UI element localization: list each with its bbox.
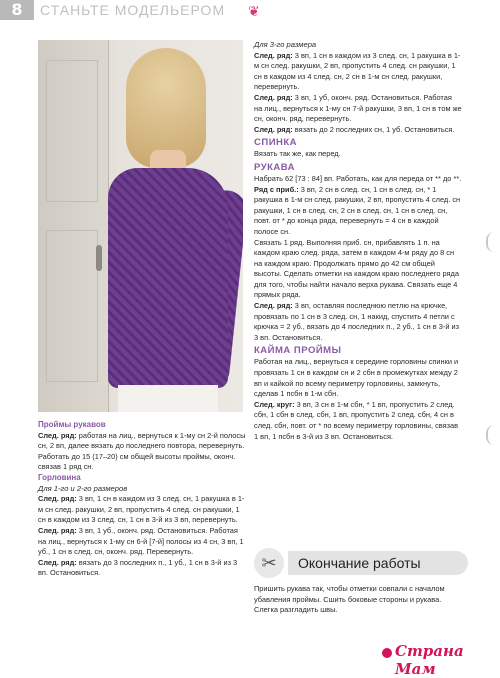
size-3-paragraph: След. ряд: вязать до 2 последних сн, 1 уб. Остановиться. xyxy=(254,124,455,134)
model-photo xyxy=(38,40,243,412)
door-background xyxy=(38,40,109,412)
sizes-1-2-label: Для 1-го и 2-го размеров xyxy=(38,483,128,493)
needle-thread-icon: ✂ xyxy=(254,548,284,578)
ribbon-icon: ❦ xyxy=(248,3,260,19)
page-number: 8 xyxy=(0,0,34,20)
neckline-paragraph: След. ряд: 3 вп, 1 сн в каждом из 3 след. сн, 1 ракушка в 1-м сн след. ракушки, 2 вп, пропустить 4 след. сн ракушки, 1 сн в каждом из 3 след. сн, 1 сн в 3-й из 3 вп, перевернуть. xyxy=(38,494,245,525)
page-edge-tab xyxy=(486,425,498,445)
ending-title: Окончание работы xyxy=(288,551,468,575)
neckline-paragraph: След. ряд: 3 вп, 1 уб., оконч. ряд. Остановиться. Работая на лиц., вернуться к 1-му сн 6-й [7-й] полосы из 4 сн, 3 вп, 1 уб., 1 сн в след. сн, оконч. ряд. Перевернуть. xyxy=(38,525,244,557)
size-3-label: Для 3-го размера xyxy=(254,40,317,49)
left-column xyxy=(38,420,248,579)
door-handle xyxy=(96,245,102,271)
magazine-title: СТАНЬТЕ МОДЕЛЬЕРОМ xyxy=(40,2,226,18)
sleeves-paragraph: Связать 1 ряд. Выполняя приб. сн, прибавлять 1 п. на каждом краю след. ряда, затем в каждом 4-м ряду до 8 сн на каждом краю. Продолжать прямо до 42 см общей высоты. Сделать отметки на каждом краю последнего ряда для того, чтобы найти начало верха рукава. Связать еще 4 прямых ряда. xyxy=(254,237,459,300)
neckline-paragraph: След. ряд: вязать до 3 последних п., 1 уб., 1 сн в 3-й из 3 вп. Остановиться. xyxy=(38,557,238,578)
armholes-heading: Проймы рукавов xyxy=(38,420,106,429)
border-heading: КАЙМА ПРОЙМЫ xyxy=(254,345,342,357)
border-paragraph: Работая на лиц., вернуться к середине горловины спинки и провязать 1 сн в каждом сн и 2 сбн в промежутках между 2 вп и кайкой по всему периметру горловины, замкнуть, сделав 1 псбн в 1-м сбн. xyxy=(254,357,459,399)
watermark: Страна Мам xyxy=(395,642,464,678)
back-paragraph: Вязать так же, как перед. xyxy=(254,149,341,159)
watermark-icon xyxy=(382,648,392,658)
back-heading: СПИНКА xyxy=(254,137,298,149)
sleeves-heading: РУКАВА xyxy=(254,161,296,173)
purple-sweater xyxy=(108,168,228,388)
size-3-paragraph: След. ряд: 3 вп, 1 сн в каждом из 3 след. сн, 1 ракушка в 1-м сн след. ракушки, 2 вп, пропустить 4 след. сн ракушки, 1 сн в каждом из 4 след. сн, 2 сн в 1-м сн след. ракушки, перевернуть. xyxy=(254,50,461,92)
armholes-paragraph: След. ряд: работая на лиц., вернуться к 1-му сн 2-й полосы сн, 2 вп, далее вязать до последнего повтора, перевернуть. Работать до 15 (17–20) см общей высоты проймы, оконч. связав 1 ряд сн. xyxy=(38,430,246,472)
sleeves-paragraph: Ряд с приб.: 3 вп, 2 сн в след. сн, 1 сн в след. сн, * 1 ракушка в 1-м сн след. ракушки, 2 вп, пропустить 4 след. сн ракушки, 1 сн в след. сн, 2 сн в след. сн, 1 сн в след. сн, повт. от * до конца ряда, перевернуть = 4 сн в каждой полосе сн. xyxy=(254,184,461,236)
page-edge-tab xyxy=(486,232,498,252)
ending-banner xyxy=(254,548,464,578)
sleeves-intro: Набрать 62 [73 : 84] вп. Работать, как для переда от ** до **. xyxy=(254,173,462,183)
sleeves-paragraph: След. ряд: 3 вп, оставляя последнюю петлю на крючке, провязать по 1 сн в 3 след. сн, 1 накид, спустить 4 петли с крючка = 2 уб., вязать до 4 последних п., 2 уб., 1 сн в 3-й из 3 вп. Остановиться. xyxy=(254,301,460,342)
border-paragraph: След. круг: 3 вп, 3 сн в 1-м сбн, * 1 вп, пропустить 2 след. сбн, 1 сбн в след. сбн, 1 вп, пропустить 2 след. сбн, 4 сн в след. сбн, повт. от * по всему периметру горловины, связав 1 вп, 1 псбн в 3-й из 3 вп. Остановиться. xyxy=(254,399,459,441)
ending-paragraph: Пришить рукава так, чтобы отметки совпали с началом убавления проймы. Сшить боковые стороны и рукава. Слегка разгладить швы. xyxy=(254,584,445,615)
neckline-heading: Горловина xyxy=(38,472,81,482)
page-header xyxy=(0,0,500,20)
right-column xyxy=(254,40,462,442)
size-3-paragraph: След. ряд: 3 вп, 1 уб, оконч. ряд. Остановиться. Работая на лиц., вернуться к 1-му сн 7-й ракушки, 3 вп, 1 сн в том же сн, оконч. ряд, перевернуть. xyxy=(254,92,462,124)
